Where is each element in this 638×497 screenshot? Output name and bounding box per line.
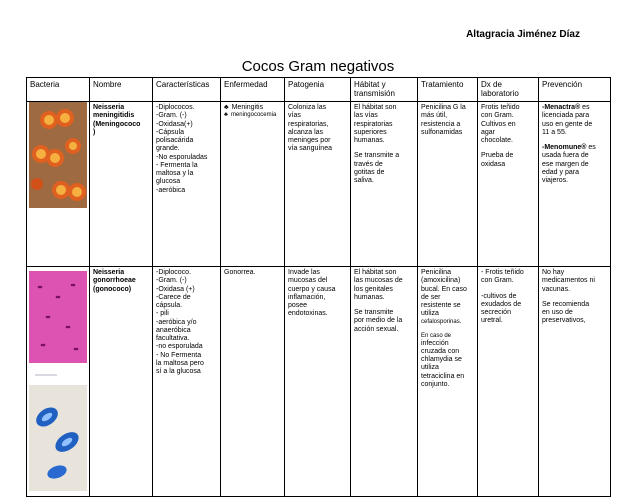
header-cell: Prevención bbox=[539, 78, 611, 102]
text-line: humanas. bbox=[354, 137, 385, 144]
text-line: - Fermenta la bbox=[156, 161, 198, 169]
tratamiento-cell bbox=[418, 102, 478, 267]
text-line: medicamentos ni bbox=[542, 277, 595, 285]
text-line: -Gram. (-) bbox=[156, 112, 187, 120]
header-cell: Dx de laboratorio bbox=[478, 78, 539, 102]
text-line: usada fuera de bbox=[542, 152, 589, 160]
text-line: uso en gente de bbox=[542, 120, 593, 128]
text-line: Meningitis bbox=[231, 104, 264, 111]
text-line: conjunto. bbox=[421, 380, 450, 388]
text-line: posee bbox=[288, 302, 308, 309]
habitat-cell bbox=[351, 267, 418, 497]
spacer bbox=[481, 145, 535, 152]
text-line: con Gram. bbox=[481, 277, 514, 285]
text-line: Se transmite a bbox=[354, 152, 400, 160]
text-line: -cultivos de bbox=[481, 292, 517, 300]
header-cell: Patogenia bbox=[285, 78, 351, 102]
gonococcus-micrograph bbox=[27, 267, 89, 493]
text-line: -No esporuladas bbox=[156, 153, 208, 161]
text-line: utiliza bbox=[421, 310, 439, 318]
habitat-cell bbox=[351, 102, 418, 267]
text-line: meninges por bbox=[288, 137, 331, 144]
patogenia-cell bbox=[285, 102, 351, 267]
prevencion-cell bbox=[539, 102, 611, 267]
text-line: los genitales bbox=[354, 285, 393, 293]
text-line: chlamydia se bbox=[421, 356, 462, 364]
text-line: respiratorias, bbox=[288, 120, 329, 128]
text-line: con Gram. bbox=[481, 112, 514, 120]
header-cell: Características bbox=[153, 78, 221, 102]
header-row bbox=[27, 78, 611, 102]
text-line: -Oxidasa (+) bbox=[156, 285, 195, 293]
spacer bbox=[542, 137, 607, 144]
text-line: - pili bbox=[156, 310, 169, 318]
text-line: -aeróbica bbox=[156, 186, 186, 194]
patogenia-cell bbox=[285, 267, 351, 497]
text-line: edad y para bbox=[542, 168, 579, 176]
text-line: chocolate. bbox=[481, 137, 513, 144]
text-line: En caso de bbox=[421, 332, 452, 339]
text-line: (amoxicilina) bbox=[421, 277, 461, 285]
text-line: alcanza las bbox=[288, 128, 324, 136]
text-line: Gonorrea. bbox=[224, 269, 256, 276]
club-bullet-icon: ♣ bbox=[224, 112, 228, 119]
text-line: Se transmite bbox=[354, 309, 394, 316]
text-line: maltosa y la bbox=[156, 170, 194, 177]
text-line: endotoxinas. bbox=[288, 310, 328, 318]
header-cell: Nombre bbox=[90, 78, 153, 102]
text-line: -Carece de bbox=[156, 293, 191, 301]
disease-item bbox=[224, 112, 281, 119]
text-line: -no esporulada bbox=[156, 343, 203, 351]
text-line: vías bbox=[288, 112, 301, 120]
text-line: Se recomienda bbox=[542, 300, 590, 308]
nombre-cell bbox=[90, 267, 153, 497]
text-line: ) bbox=[93, 128, 96, 136]
text-line: más útil, bbox=[421, 112, 448, 120]
text-line: -Menomune® es bbox=[542, 144, 596, 151]
text-line: tetraciclina en bbox=[421, 372, 465, 380]
text-line: mucosas del bbox=[288, 277, 328, 285]
spacer bbox=[354, 145, 414, 152]
author-name: Altagracia Jiménez Díaz bbox=[466, 29, 580, 40]
text-line: cápsula. bbox=[156, 302, 183, 309]
text-line: -Diplococos. bbox=[156, 104, 195, 111]
text-line: gotitas de bbox=[354, 168, 385, 176]
text-line: - Frotis teñido bbox=[481, 269, 524, 276]
text-line: las vías bbox=[354, 112, 378, 120]
header-cell: Tratamiento bbox=[418, 78, 478, 102]
text-line: polisacárida bbox=[156, 137, 194, 144]
text-line: bucal. En caso bbox=[421, 285, 467, 293]
text-line: -Gram. (-) bbox=[156, 277, 187, 285]
text-line: (gonococo) bbox=[93, 285, 132, 293]
club-bullet-icon: ♣ bbox=[224, 104, 229, 111]
text-line: Invade las bbox=[288, 269, 320, 276]
page-title: Cocos Gram negativos bbox=[241, 58, 395, 75]
dx-cell bbox=[478, 102, 539, 267]
spacer bbox=[542, 294, 607, 301]
text-line: meningococemia bbox=[230, 112, 277, 119]
disease-item bbox=[224, 104, 281, 112]
text-line: superiores bbox=[354, 128, 387, 136]
text-line: licenciada para bbox=[542, 112, 590, 120]
text-line: Penicilina G la bbox=[421, 104, 466, 111]
text-line: las mucosas de bbox=[354, 277, 403, 285]
bacteria-image-cell bbox=[27, 102, 90, 267]
text-line: gonorrhoeae bbox=[93, 277, 136, 285]
text-line: El hábitat son bbox=[354, 269, 397, 276]
text-line: acción sexual. bbox=[354, 325, 399, 333]
text-line: través de bbox=[354, 160, 383, 168]
text-line: -Diplococo. bbox=[156, 269, 192, 276]
enfermedad-cell bbox=[221, 102, 285, 267]
table-row bbox=[27, 102, 611, 267]
table-row bbox=[27, 267, 611, 497]
bacteria-image-cell bbox=[27, 267, 90, 497]
header-cell: Bacteria bbox=[27, 78, 90, 102]
text-line: resistente se bbox=[421, 302, 461, 309]
text-line: resistencia a bbox=[421, 120, 461, 128]
text-line: cuerpo y causa bbox=[288, 285, 336, 293]
text-line: El hábitat son bbox=[354, 104, 397, 111]
text-line: -Oxidasa(+) bbox=[156, 120, 193, 128]
text-line: oxidasa bbox=[481, 160, 506, 168]
spacer bbox=[354, 302, 414, 309]
text-line: viajeros. bbox=[542, 177, 569, 184]
text-line: 11 a 55. bbox=[542, 128, 567, 136]
text-line: vía sanguínea bbox=[288, 145, 332, 153]
text-line: Frotis teñido bbox=[481, 104, 520, 111]
text-line: glucosa bbox=[156, 178, 181, 186]
text-line: facultativa. bbox=[156, 335, 190, 342]
text-line: grande. bbox=[156, 145, 180, 153]
text-line: meningitidis bbox=[93, 112, 135, 120]
text-line: Prueba de bbox=[481, 152, 514, 160]
caracteristicas-cell bbox=[153, 267, 221, 497]
enfermedad-cell bbox=[221, 267, 285, 497]
bacteria-table bbox=[26, 77, 611, 497]
text-line: Cultivos en bbox=[481, 120, 516, 128]
text-line: en uso de bbox=[542, 309, 573, 316]
dx-cell bbox=[478, 267, 539, 497]
text-line: la maltosa pero bbox=[156, 359, 204, 367]
text-line: - No Fermenta bbox=[156, 351, 202, 359]
text-line: exudados de bbox=[481, 300, 522, 308]
text-line: secreción bbox=[481, 309, 511, 316]
text-line: (Meningococo bbox=[93, 120, 141, 128]
text-line: cefalosporinas. bbox=[421, 318, 462, 325]
nombre-cell bbox=[90, 102, 153, 267]
text-line: Penicilina bbox=[421, 269, 451, 276]
text-line: sulfonamidas bbox=[421, 128, 463, 136]
text-line: sí a la glucosa bbox=[156, 368, 201, 375]
text-line: agar bbox=[481, 128, 496, 136]
text-line: Coloniza las bbox=[288, 104, 327, 111]
tratamiento-cell bbox=[418, 267, 478, 497]
text-line: -Menactra® es bbox=[542, 104, 590, 111]
text-line: -aeróbica y/o bbox=[156, 318, 197, 326]
meningococcus-micrograph bbox=[27, 102, 89, 262]
text-line: cruzada con bbox=[421, 347, 460, 355]
text-line: de ser bbox=[421, 293, 441, 301]
text-line: vacunas. bbox=[542, 285, 571, 293]
text-line: humanas. bbox=[354, 293, 385, 301]
header-cell: Enfermedad bbox=[221, 78, 285, 102]
text-line: por medio de la bbox=[354, 317, 403, 325]
text-line: ese margen de bbox=[542, 160, 589, 168]
text-line: inflamación, bbox=[288, 293, 326, 301]
text-line: infección bbox=[421, 339, 449, 347]
header-cell: Hábitat y transmisión bbox=[351, 78, 418, 102]
text-line: utiliza bbox=[421, 364, 439, 372]
text-line: anaeróbica bbox=[156, 326, 191, 334]
text-line: preservativos, bbox=[542, 317, 586, 325]
caracteristicas-cell bbox=[153, 102, 221, 267]
text-line: uretral. bbox=[481, 317, 503, 325]
prevencion-cell bbox=[539, 267, 611, 497]
text-line: -Cápsula bbox=[156, 128, 185, 136]
text-line: saliva. bbox=[354, 177, 374, 184]
text-line: Neisseria bbox=[93, 269, 125, 276]
spacer bbox=[421, 326, 474, 333]
text-line: respiratorias bbox=[354, 120, 393, 128]
text-line: No hay bbox=[542, 269, 565, 276]
spacer bbox=[481, 286, 535, 293]
text-line: Neisseria bbox=[93, 104, 125, 111]
